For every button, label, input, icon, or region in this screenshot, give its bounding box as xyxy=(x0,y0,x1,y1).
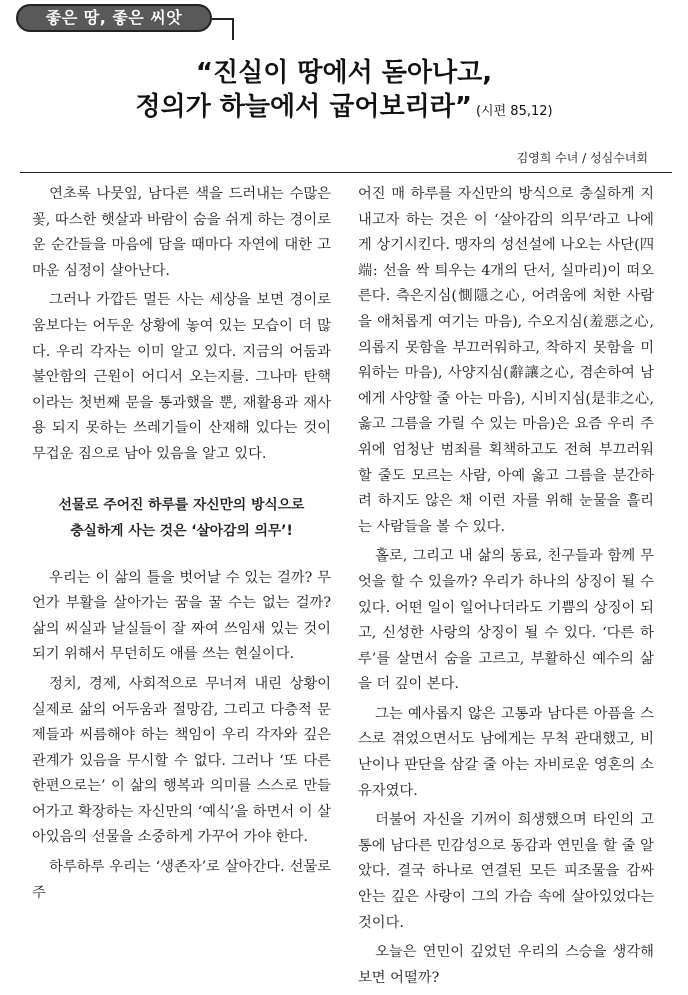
author-byline: 김영희 수녀 / 성심수녀회 xyxy=(516,151,648,165)
tag-connector-line xyxy=(212,18,234,20)
right-column xyxy=(358,182,654,995)
paragraph: 정치, 경제, 사회적으로 무너져 내린 상황이 실제로 삶의 어두움과 절망감, 그리고 다층적 문제들과 씨름해야 하는 책임이 우리 각자와 깊은 관계가 있음을 무시할 수 없다. 그러나 ‘또 다른 한편으로는’ 이 삶의 행복과 의미를 스스로 만들어가고 확장하는 자신만의 ‘예식’을 하면서 이 살아있음의 선물을 소중하게 가꾸어 가야 한다. xyxy=(32,675,331,846)
paragraph: 오늘은 연민이 깊었던 우리의 스승을 생각해 보면 어떨까? xyxy=(358,944,654,986)
divider xyxy=(20,172,672,173)
paragraph: 우리는 이 삶의 틀을 벗어날 수 있는 걸까? 무언가 부활을 살아가는 꿈을 꿀 수는 없는 걸까? 삶의 씨실과 날실들이 잘 짜여 쓰임새 있는 것이 되기 위해서 무던히도 애를 쓰는 현실이다. xyxy=(32,569,331,663)
title-line-1: “진실이 땅에서 돋아나고, xyxy=(195,58,493,88)
subheading xyxy=(32,492,331,544)
section-tag: 좋은 땅, 좋은 씨앗 xyxy=(16,4,212,32)
scripture-reference: (시편 85,12) xyxy=(475,104,553,119)
paragraph: 홀로, 그리고 내 삶의 동료, 친구들과 함께 무엇을 할 수 있을까? 우리가 하나의 상징이 될 수 있다. 어떤 일이 일어나더라도 기쁨의 상징이 되고, 신성한 사랑의 상징이 될 수 있다. ‘다른 하루’를 살면서 숨을 고르고, 부활하신 예수의 삶을 더 깊이 본다. xyxy=(358,548,654,693)
subheading-line-1: 선물로 주어진 하루를 자신만의 방식으로 xyxy=(58,496,305,513)
paragraph: 하루하루 우리는 ‘생존자’로 살아간다. 선물로 주 xyxy=(32,859,331,901)
paragraph: 연초록 나뭇잎, 남다른 색을 드러내는 수많은 꽃, 따스한 햇살과 바람이 숨을 쉬게 하는 경이로운 순간들을 마음에 담을 때마다 자연에 대한 고마운 심정이 살아난다. xyxy=(32,186,331,279)
title-line-2-text: 정의가 하늘에서 굽어보리라” xyxy=(135,92,472,122)
subheading-line-2: 충실하게 사는 것은 ‘살아감의 의무’! xyxy=(70,522,293,539)
left-column xyxy=(32,182,331,910)
paragraph: 그는 예사롭지 않은 고통과 남다른 아픔을 스스로 겪었으면서도 남에게는 무척 관대했고, 비난이나 판단을 삼갈 줄 아는 자비로운 영혼의 소유자였다. xyxy=(358,705,654,799)
paragraph: 더불어 자신을 기꺼이 희생했으며 타인의 고통에 남다른 민감성으로 동감과 연민을 할 줄 알았다. 결국 하나로 연결된 모든 피조물을 감싸 안는 깊은 사랑이 그의 가슴 속에 살아있었다는 것이다. xyxy=(358,812,654,931)
tag-connector-line-vertical xyxy=(232,18,234,40)
title-line-2 xyxy=(0,90,688,129)
paragraph: 그러나 가깝든 멀든 사는 세상을 보면 경이로움보다는 어두운 상황에 놓여 있는 모습이 더 많다. 우리 각자는 이미 알고 있다. 지금의 어둠과 불안함의 근원이 어디서 오는지를. 그나마 탄핵이라는 첫번째 문을 통과했을 뿐, 재활용과 재사용 되지 못하는 쓰레기들이 산재해 있다는 것이 무겁운 짐으로 남아 있음을 알고 있다. xyxy=(32,292,331,462)
article-title xyxy=(0,56,688,129)
paragraph: 어진 매 하루를 자신만의 방식으로 충실하게 지내고자 하는 것은 이 ‘살아감의 의무’라고 나에게 상기시킨다. 맹자의 성선설에 나오는 사단(四端: 선을 싹 틔우는 4개의 단서, 실마리)이 떠오른다. 측은지심(惻隱之心, 어려움에 처한 사람을 애처롭게 여기는 마음), 수오지심(羞惡之心, 의롭지 못함을 부끄러워하고, 착하지 못함을 미워하는 마음), 사양지심(辭讓之心, 겸손하여 남에게 사양할 줄 아는 마음), 시비지심(是非之心, 옳고 그름을 가릴 수 있는 마음)은 요즘 우리 주위에 엄청난 범죄를 획책하고도 전혀 부끄러워할 줄도 모르는 사람, 아예 옳고 그름을 분간하려 하지도 않은 채 이런 자를 위해 눈물을 흘리는 사람들을 볼 수 있다. xyxy=(358,186,654,535)
